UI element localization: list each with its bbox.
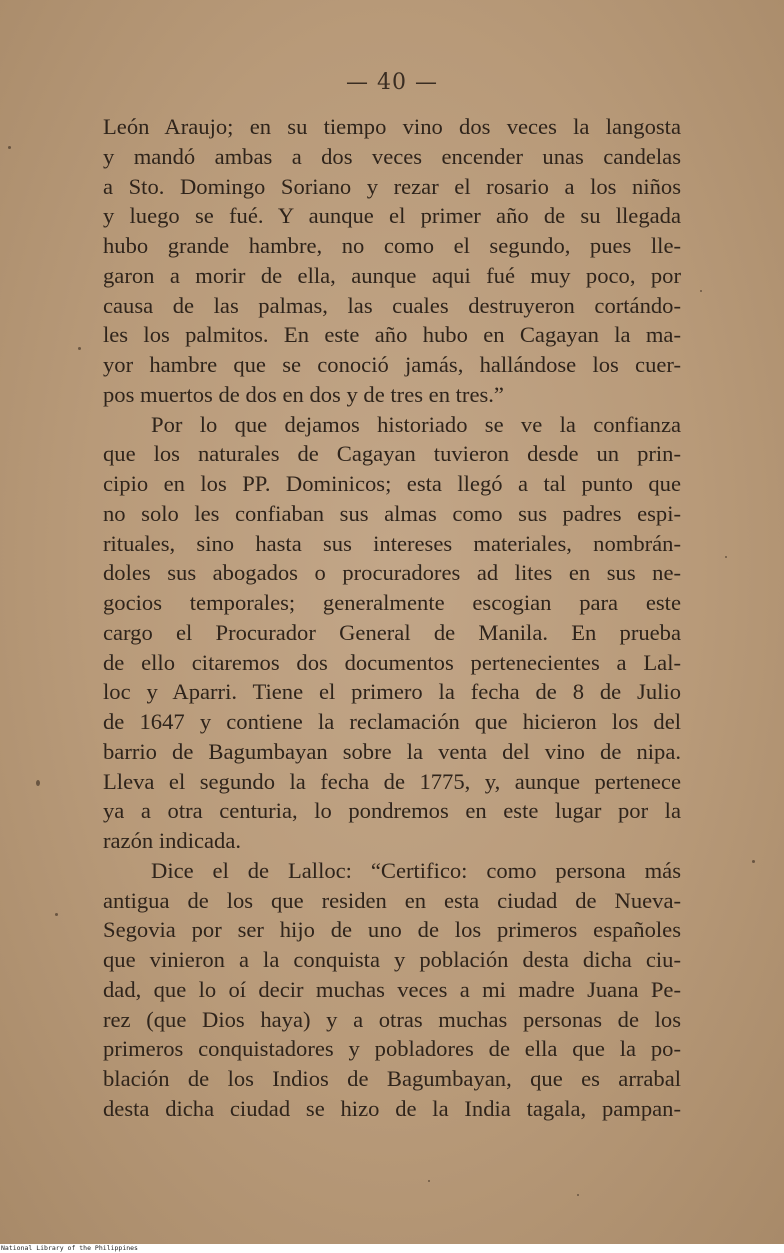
ink-speck — [78, 347, 81, 350]
ink-speck — [428, 1180, 430, 1182]
text-line: y luego se fué. Y aunque el primer año de su llegada — [103, 203, 681, 229]
text-line: Dice el de Lalloc: “Certifico: como persona más — [151, 857, 681, 883]
text-line: cipio en los PP. Dominicos; esta llegó a tal punto que — [103, 471, 681, 496]
text-line: Lleva el segundo la fecha de 1775, y, aunque pertenece — [103, 768, 681, 794]
text-line: les los palmitos. En este año hubo en Cagayan la ma- — [103, 322, 681, 348]
text-line: Por lo que dejamos historiado se ve la confianza — [151, 411, 681, 437]
text-line: razón indicada. — [103, 828, 242, 853]
ink-speck — [55, 913, 58, 916]
text-line: causa de las palmas, las cuales destruyeron cortándo- — [103, 292, 681, 318]
text-line: gocios temporales; generalmente escogian para este — [103, 590, 681, 615]
ink-speck — [8, 146, 11, 149]
library-credit: National Library of the Philippines — [1, 1244, 138, 1252]
text-line: León Araujo; en su tiempo vino dos veces la langosta — [103, 114, 681, 139]
text-line: loc y Aparri. Tiene el primero la fecha de 8 de Julio — [103, 679, 681, 705]
text-line: que vinieron a la conquista y población desta dicha ciu- — [103, 947, 681, 972]
text-line: dad, que lo oí decir muchas veces a mi madre Juana Pe- — [103, 976, 681, 1002]
text-line: hubo grande hambre, no como el segundo, pues lle- — [103, 233, 681, 258]
ink-speck — [36, 780, 40, 786]
text-line: pos muertos de dos en dos y de tres en tres.” — [103, 381, 504, 407]
text-line: garon a morir de ella, aunque aqui fué muy poco, por — [103, 262, 681, 288]
ink-speck — [725, 556, 727, 558]
text-line: no solo les confiaban sus almas como sus padres espi- — [103, 500, 681, 526]
text-line: doles sus abogados o procuradores ad lites en sus ne- — [103, 560, 681, 586]
text-line: Segovia por ser hijo de uno de los primeros españoles — [103, 917, 681, 943]
ink-speck — [577, 1194, 579, 1196]
text-line: que los naturales de Cagayan tuvieron desde un prin- — [103, 441, 681, 467]
body-text — [103, 112, 681, 1124]
text-line: rez (que Dios haya) y a otras muchas personas de los — [103, 1006, 681, 1032]
text-line: blación de los Indios de Bagumbayan, que es arrabal — [103, 1066, 681, 1091]
text-line: cargo el Procurador General de Manila. En prueba — [103, 619, 681, 645]
text-line: yor hambre que se conoció jamás, hallándose los cuer- — [103, 352, 681, 377]
text-line: antigua de los que residen en esta ciudad de Nueva- — [103, 887, 681, 913]
text-line: barrio de Bagumbayan sobre la venta del vino de nipa. — [103, 738, 681, 764]
ink-speck — [700, 290, 702, 292]
text-line: y mandó ambas a dos veces encender unas candelas — [103, 143, 681, 169]
text-line: de 1647 y contiene la reclamación que hicieron los del — [103, 709, 681, 734]
page-number: — 40 — — [346, 70, 438, 95]
text-line: desta dicha ciudad se hizo de la India tagala, pampan- — [103, 1095, 681, 1121]
text-line: a Sto. Domingo Soriano y rezar el rosario a los niños — [103, 173, 681, 199]
text-line: primeros conquistadores y pobladores de ella que la po- — [103, 1036, 681, 1062]
text-line: ya a otra centuria, lo pondremos en este lugar por la — [103, 798, 681, 824]
ink-speck — [752, 860, 755, 863]
text-line: de ello citaremos dos documentos pertenecientes a Lal- — [103, 649, 681, 675]
text-line: rituales, sino hasta sus intereses materiales, nombrán- — [103, 530, 681, 556]
